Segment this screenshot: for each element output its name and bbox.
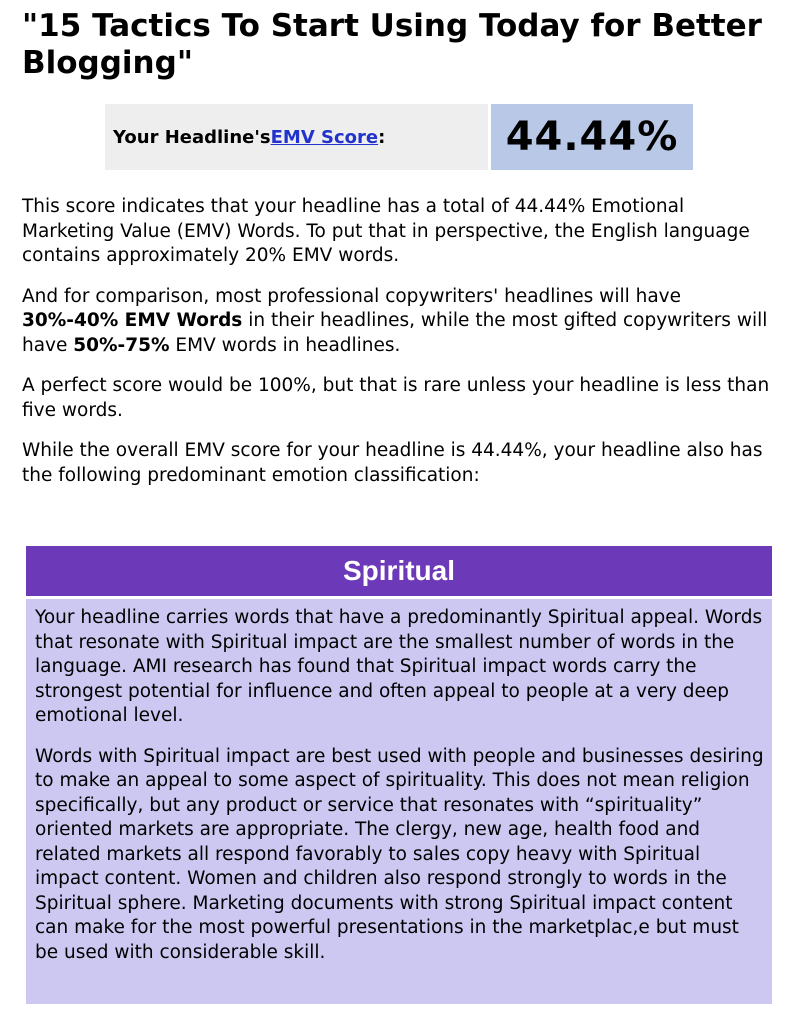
explanation-text bbox=[22, 195, 782, 504]
score-label bbox=[105, 104, 488, 170]
score-label-suffix: : bbox=[378, 126, 386, 148]
emotion-classification-box bbox=[26, 546, 772, 1004]
paragraph-comparison bbox=[22, 285, 782, 359]
paragraph-classification-intro: While the overall EMV score for your headline is 44.44%, your headline also has the following predominant emotion classification: bbox=[22, 440, 763, 486]
comparison-bold-range: 30%-40% EMV Words bbox=[22, 310, 243, 331]
emv-score-link[interactable]: EMV Score bbox=[270, 126, 379, 148]
comparison-text-c: in their headlines, while the most gifted copywriters will have bbox=[22, 310, 768, 356]
emotion-title: Spiritual bbox=[26, 546, 772, 599]
score-value: 44.44% bbox=[491, 104, 693, 170]
emotion-body-2: Words with Spiritual impact are best used with people and businesses desiring to make an appeal to some aspect of spirituality. This does not mean religion specifically, but any product or service that resonates with “spirituality” oriented markets are appropriate. The clergy, new age, health food and related markets all respond favorably to sales copy heavy with Spiritual impact content. Women and children also respond strongly to words in the Spiritual sphere. Marketing documents with strong Spiritual impact content can make for the most powerful presentations in the marketplac,e but must be used with considerable skill. bbox=[35, 745, 764, 963]
score-label-prefix: Your Headline's bbox=[113, 126, 271, 148]
emv-score-row bbox=[105, 104, 693, 170]
comparison-text-a: And for comparison, most professional copywriters' headlines will have bbox=[22, 285, 682, 307]
paragraph-perfect-score: A perfect score would be 100%, but that is rare unless your headline is less than five words. bbox=[22, 375, 770, 421]
emotion-description bbox=[26, 599, 772, 965]
comparison-bold-gifted: 50%-75% bbox=[73, 334, 170, 356]
headline-title: "15 Tactics To Start Using Today for Better Blogging" bbox=[22, 8, 762, 81]
paragraph-score-meaning: This score indicates that your headline has a total of 44.44% Emotional Marketing Value (EMV) Words. To put that in perspective, the English language contains approximately 20% EMV words. bbox=[22, 196, 750, 266]
emotion-body-1: Your headline carries words that have a predominantly Spiritual appeal. Words that resonate with Spiritual impact are the smallest number of words in the language. AMI research has found that Spiritual impact words carry the strongest potential for influence and often appeal to people at a very deep emotional level. bbox=[35, 607, 763, 726]
comparison-text-e: EMV words in headlines. bbox=[169, 334, 401, 356]
